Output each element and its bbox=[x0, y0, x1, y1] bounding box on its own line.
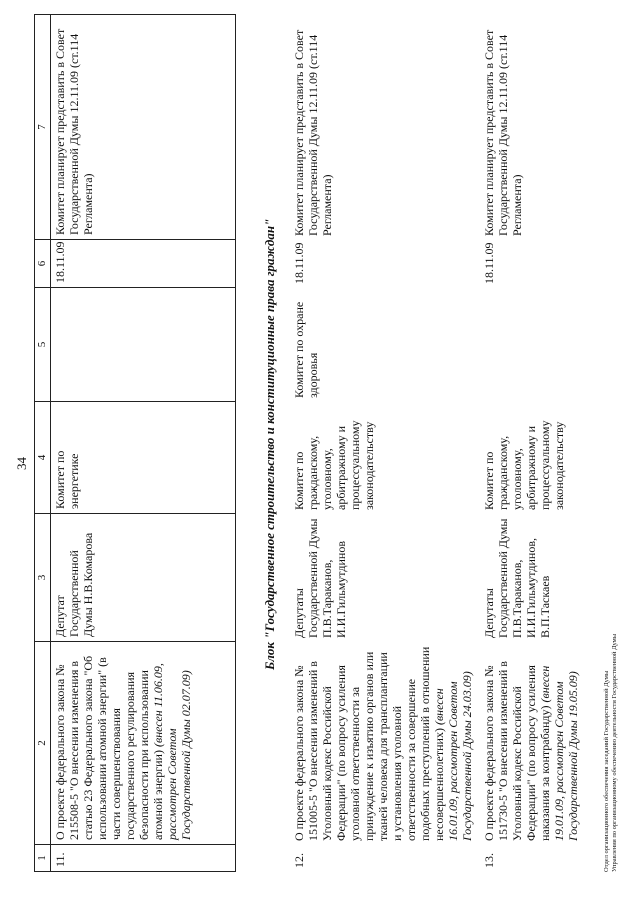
author-cell: Депутат Государственной Думы Н.В.Комарова bbox=[51, 514, 236, 642]
plan-cell: Комитет планирует представить в Совет Государственной Думы 12.11.09 (ст.114 Регламента) bbox=[51, 15, 236, 240]
table-row bbox=[480, 15, 590, 872]
page-number: 34 bbox=[14, 457, 29, 470]
author-cell: Депутаты Государственной Думы П.В.Тараканов, И.И.Гильмутдинов, В.П.Таскаев bbox=[482, 518, 552, 638]
footer-line: Отдел организационного обеспечения заседаний Государственной Думы bbox=[603, 670, 610, 872]
header-cell: 7 bbox=[35, 15, 51, 240]
bills-table-continued bbox=[290, 15, 590, 872]
author-cell: Депутаты Государственной Думы П.В.Тараканов, И.И.Гильмутдинов bbox=[292, 518, 348, 638]
bill-cell bbox=[290, 642, 480, 845]
table-row bbox=[51, 15, 236, 872]
bill-note: (внесен 11.06.09, рассмотрен Советом Государственной Думы 02.07.09) bbox=[151, 663, 193, 840]
block-title: Блок "Государственное строительство и конституционные права граждан" bbox=[262, 218, 277, 670]
row-number: 13. bbox=[482, 853, 496, 868]
plan-cell: Комитет планирует представить в Совет Государственной Думы 12.11.09 (ст.114 Регламента) bbox=[482, 29, 524, 236]
date-cell: 18.11.09 bbox=[292, 242, 306, 284]
bill-title: О проекте федерального закона № 215508-5 "О внесении изменения в статью 23 Федерального закона "Об использовании атомной энергии" (в части совершенствования государственного регулирования безопасности при использовании атомной энергии) bbox=[53, 655, 165, 840]
bill-note: (внесен 19.01.09, рассмотрен Советом Государственной Думы 19.05.09) bbox=[538, 665, 580, 841]
header-cell: 4 bbox=[35, 402, 51, 514]
header-row bbox=[35, 15, 51, 872]
committee-cell: Комитет по гражданскому, уголовному, арбитражному и процессуальному законодательству bbox=[482, 420, 566, 510]
bill-cell bbox=[480, 642, 590, 845]
table-row bbox=[290, 15, 480, 872]
bill-cell bbox=[51, 642, 236, 845]
date-cell: 18.11.09 bbox=[51, 240, 236, 288]
bill-title: О проекте федерального закона № 151005-5 "О внесении изменений в Уголовный кодекс Российской Федерации" (по вопросу усиления уголовной ответственности за принуждение к изъятию органов или тканей человека для трансплантации и установления уголовной ответственности за совершение подобных преступлений в отношении несовершеннолетних) bbox=[292, 646, 446, 841]
co-committee-cell bbox=[480, 288, 590, 402]
header-cell: 6 bbox=[35, 240, 51, 288]
row-number: 11. bbox=[51, 845, 236, 872]
header-cell: 3 bbox=[35, 514, 51, 642]
footer bbox=[603, 634, 619, 872]
header-cell: 5 bbox=[35, 288, 51, 402]
bills-table bbox=[34, 14, 236, 872]
bill-title: О проекте федерального закона № 151730-5 "О внесении изменений в Уголовный кодекс Российской Федерации" (по вопросу усиления наказания за контрабанду) bbox=[482, 661, 552, 841]
row-number: 12. bbox=[292, 853, 306, 868]
co-committee-cell: Комитет по охране здоровья bbox=[292, 301, 320, 398]
committee-cell: Комитет по гражданскому, уголовному, арбитражному и процессуальному законодательству bbox=[292, 420, 376, 510]
footer-line: Управления по организационному обеспечению деятельности Государственной Думы bbox=[611, 633, 618, 872]
date-cell: 18.11.09 bbox=[482, 242, 496, 284]
bill-note: (внесен 16.01.09, рассмотрен Советом Государственной Думы 24.03.09) bbox=[432, 671, 474, 841]
co-committee-cell bbox=[51, 288, 236, 402]
plan-cell: Комитет планирует представить в Совет Государственной Думы 12.11.09 (ст.114 Регламента) bbox=[292, 29, 334, 236]
header-cell: 1 bbox=[35, 845, 51, 872]
header-cell: 2 bbox=[35, 642, 51, 845]
committee-cell: Комитет по энергетике bbox=[51, 402, 236, 514]
